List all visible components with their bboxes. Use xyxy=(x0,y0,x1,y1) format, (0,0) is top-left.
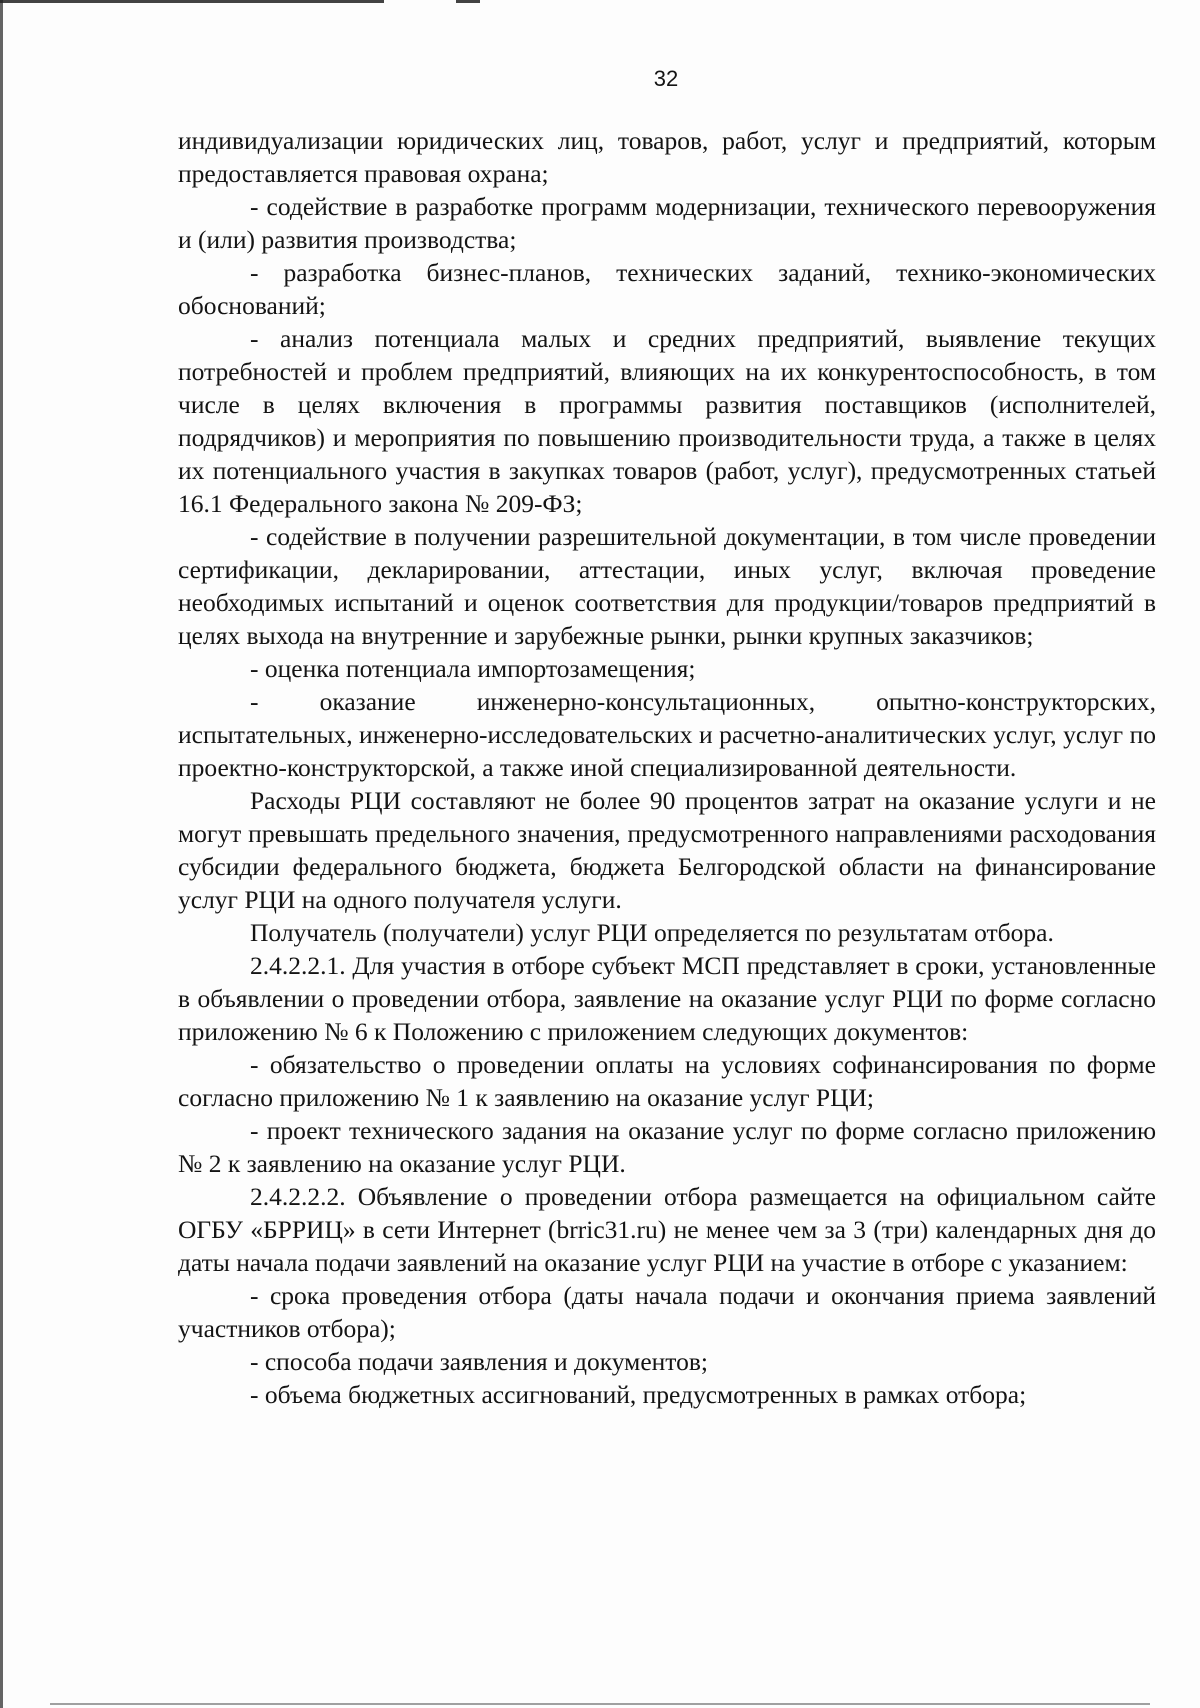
clause-2-4-2-2-2: 2.4.2.2.2. Объявление о проведении отбора размещается на официальном сайте ОГБУ «БРРИЦ» в сети Интернет (brric31.ru) не менее чем за 3 (три) календарных дня до даты начала подачи заявлений на оказание услуг РЦИ на участие в отборе с указанием: xyxy=(178,1182,1156,1277)
list-item-modernization: - содействие в разработке программ модернизации, технического перевооружения и (или) развития производства; xyxy=(178,192,1156,254)
list-item-import-substitution: - оценка потенциала импортозамещения; xyxy=(250,654,696,683)
scan-edge-bottom xyxy=(50,1703,1150,1705)
list-item-potential-analysis: - анализ потенциала малых и средних предприятий, выявление текущих потребностей и проблем предприятий, влияющих на их конкурентоспособность, в том числе в целях включения в программы развития поставщиков (исполнителей, подрядчиков) и мероприятия по повышению производительности труда, а также в целях их потенциального участия в закупках товаров (работ, услуг), предусмотренных статьей 16.1 Федерального закона № 209-ФЗ; xyxy=(178,324,1156,518)
paragraph-recipient: Получатель (получатели) услуг РЦИ определяется по результатам отбора. xyxy=(250,918,1054,947)
list-item-cofinancing: - обязательство о проведении оплаты на условиях софинансирования по форме согласно приложению № 1 к заявлению на оказание услуг РЦИ; xyxy=(178,1050,1156,1112)
list-item-submission-method: - способа подачи заявления и документов; xyxy=(250,1347,708,1376)
clause-2-4-2-2-1: 2.4.2.2.1. Для участия в отборе субъект МСП представляет в сроки, установленные в объявлении о проведении отбора, заявление на оказание услуг РЦИ по форме согласно приложению № 6 к Положению с приложением следующих документов: xyxy=(178,951,1156,1046)
paragraph-continuation: индивидуализации юридических лиц, товаров, работ, услуг и предприятий, которым предоставляется правовая охрана; xyxy=(178,126,1156,188)
scan-edge-top xyxy=(0,0,1200,3)
scan-edge-left xyxy=(0,0,3,1708)
list-item-engineering-services: - оказание инженерно-консультационных, опытно-конструкторских, испытательных, инженерно-исследовательских и расчетно-аналитических услуг, услуг по проектно-конструкторской, а также иной специализированной деятельности. xyxy=(178,687,1156,782)
page-number: 32 xyxy=(653,66,679,91)
list-item-permits: - содействие в получении разрешительной документации, в том числе проведении сертификации, декларировании, аттестации, иных услуг, включая проведение необходимых испытаний и оценок соответствия для продукции/товаров предприятий в целях выхода на внутренние и зарубежные рынки, рынки крупных заказчиков; xyxy=(178,522,1156,650)
list-item-technical-task: - проект технического задания на оказание услуг по форме согласно приложению № 2 к заявлению на оказание услуг РЦИ. xyxy=(178,1116,1156,1178)
document-body xyxy=(178,124,1156,1411)
paragraph-expenses: Расходы РЦИ составляют не более 90 процентов затрат на оказание услуги и не могут превышать предельного значения, предусмотренного направлениями расходования субсидии федерального бюджета, бюджета Белгородской области на финансирование услуг РЦИ на одного получателя услуги. xyxy=(178,786,1156,914)
list-item-business-plans: - разработка бизнес-планов, технических заданий, технико-экономических обоснований; xyxy=(178,258,1156,320)
list-item-selection-period: - срока проведения отбора (даты начала подачи и окончания приема заявлений участников отбора); xyxy=(178,1281,1156,1343)
list-item-budget-allocations: - объема бюджетных ассигнований, предусмотренных в рамках отбора; xyxy=(250,1380,1027,1409)
